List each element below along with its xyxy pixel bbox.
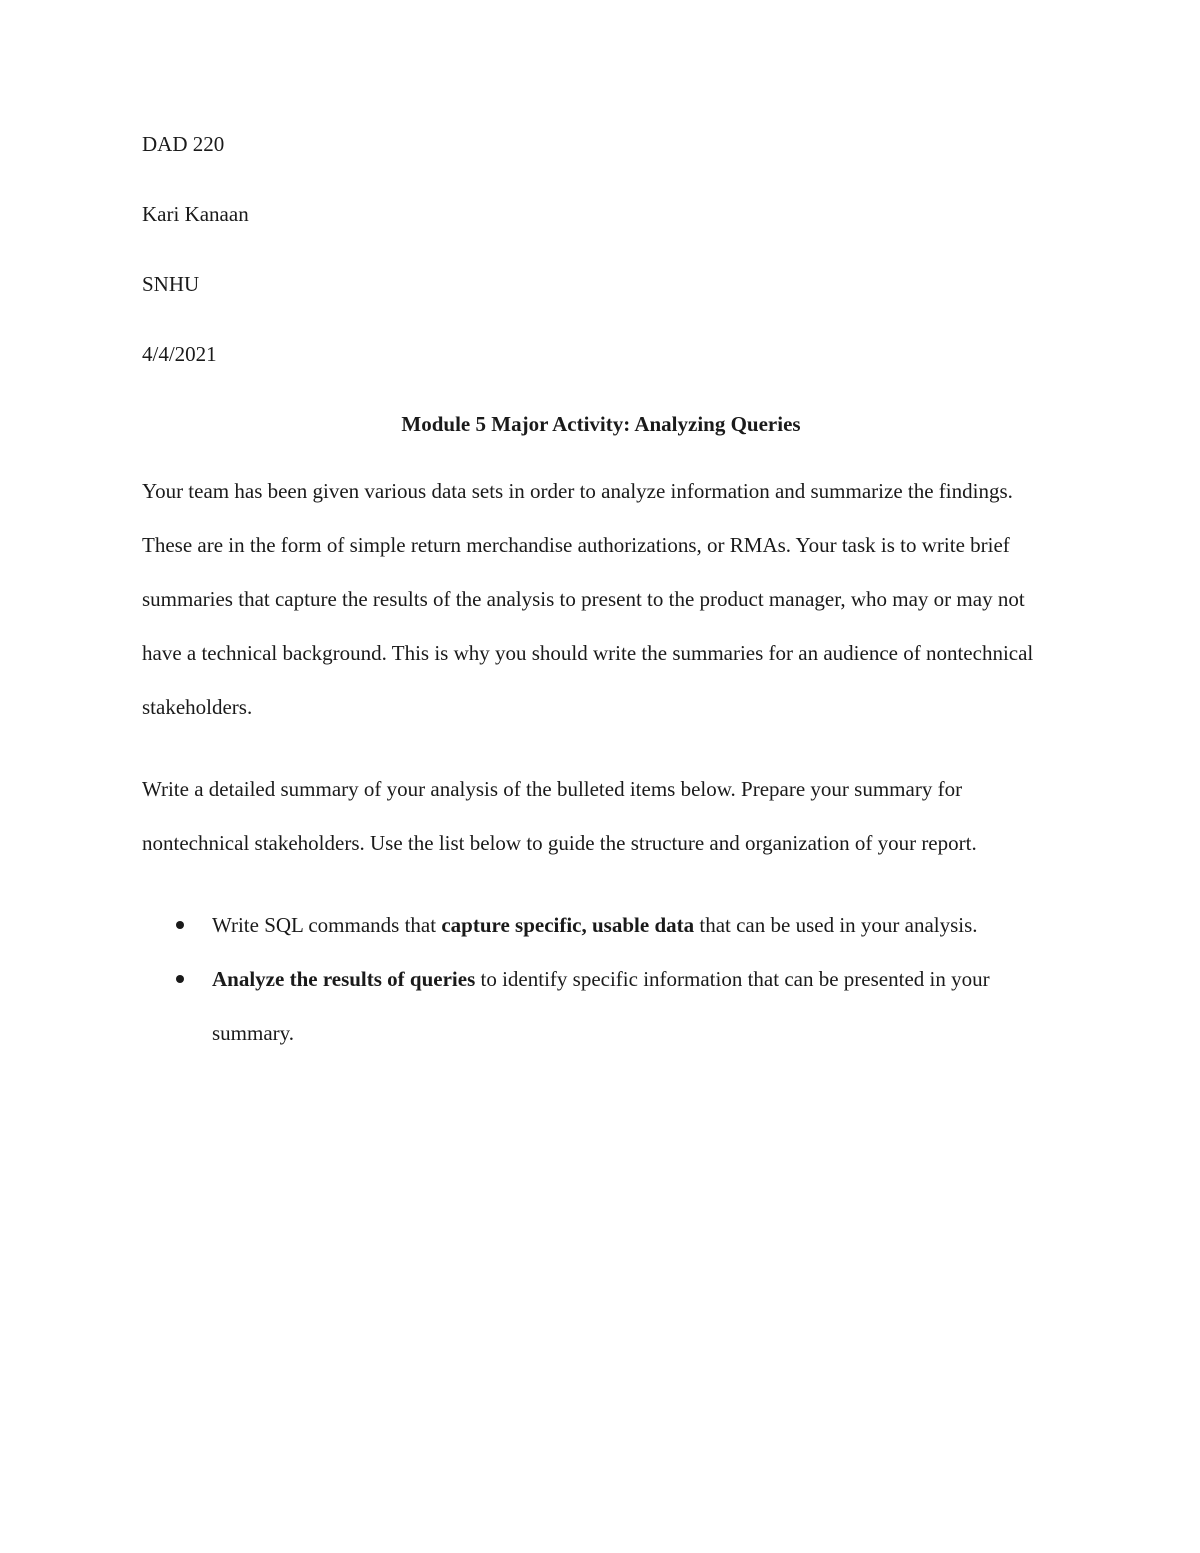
bullet-text-before: Write SQL commands that [212,913,442,937]
instructions-paragraph: Write a detailed summary of your analysis of the bulleted items below. Prepare your summary for nontechnical stakeholders. Use the list below to guide the structure and organization of your report. [142,777,977,855]
bullet-text-after: to identify specific information that can be presented in your summary. [212,967,990,1045]
course-code: DAD 220 [142,132,225,156]
document-date: 4/4/2021 [142,342,217,366]
intro-paragraph: Your team has been given various data sets in order to analyze information and summarize the findings. These are in the form of simple return merchandise authorizations, or RMAs. Your task is to write brief summaries that capture the results of the analysis to present to the product manager, who may or may not have a technical background. This is why you should write the summaries for an audience of nontechnical stakeholders. [142,479,1034,719]
bullet-text-bold: Analyze the results of queries [212,967,476,991]
bullet-text-bold: capture specific, usable data [441,913,695,937]
document-body [142,132,1060,1060]
bullet-icon [176,975,184,983]
school-name: SNHU [142,272,200,296]
bullet-icon [176,921,184,929]
list-item [142,898,1060,952]
document-title: Module 5 Major Activity: Analyzing Queries [401,412,801,436]
list-item [142,952,1060,1060]
bullet-list [142,898,1060,1060]
author-name: Kari Kanaan [142,202,249,226]
bullet-text-after: that can be used in your analysis. [694,913,978,937]
